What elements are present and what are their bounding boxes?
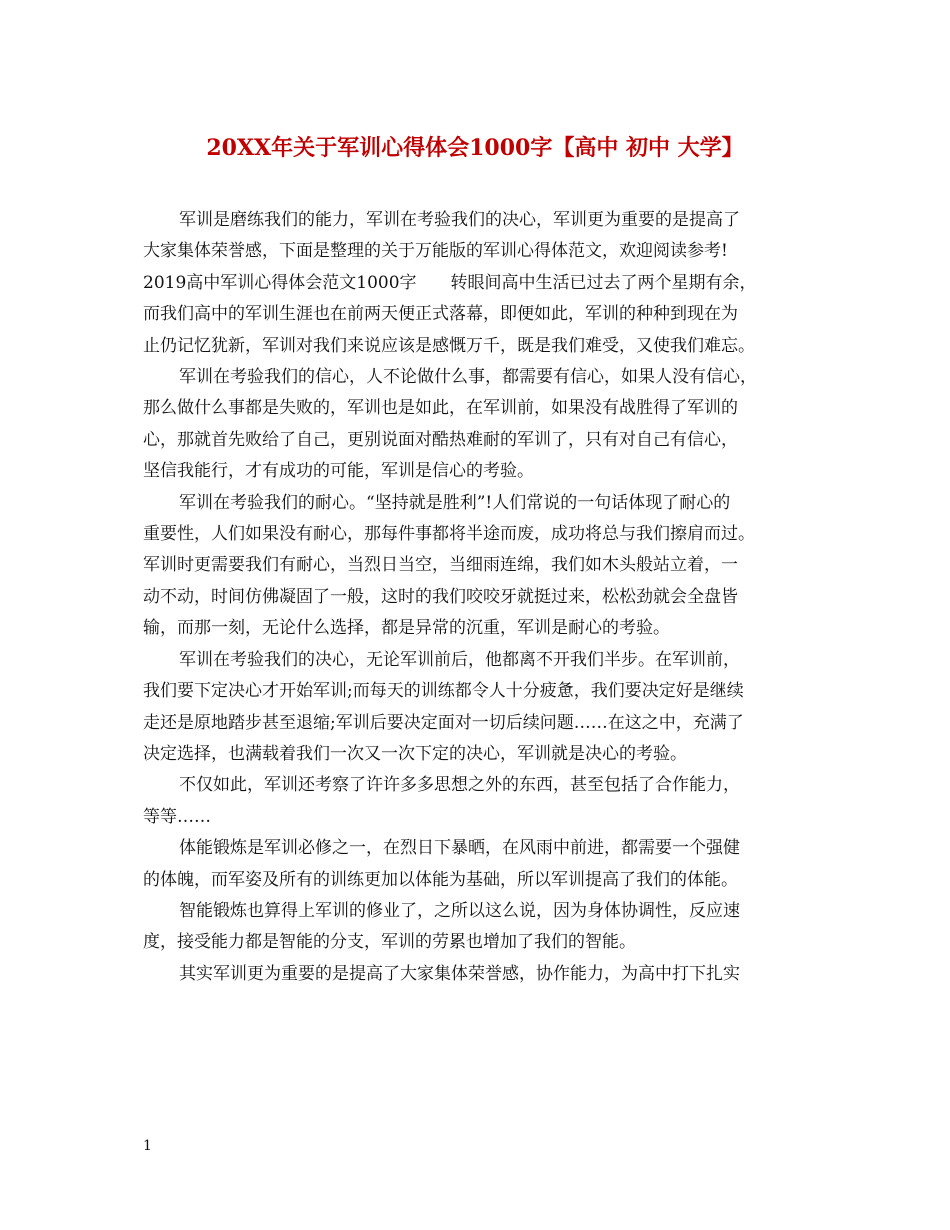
body-line: 的体魄，而军姿及所有的训练更加以体能为基础，所以军训提高了我们的体能。 — [143, 869, 738, 890]
body-line: 那么做什么事都是失败的，军训也是如此，在军训前，如果没有战胜得了军训的 — [143, 398, 738, 419]
body-line: 2019高中军训心得体会范文1000字 转眼间高中生活已过去了两个星期有余， — [143, 272, 757, 293]
body-line: 军训在考验我们的信心，人不论做什么事，都需要有信心，如果人没有信心， — [179, 367, 757, 388]
body-line: 坚信我能行，才有成功的可能，军训是信心的考验。 — [143, 461, 534, 482]
body-line: 动不动，时间仿佛凝固了一般，这时的我们咬咬牙就挺过来，松松劲就会全盘皆 — [143, 586, 738, 607]
body-line: 走还是原地踏步甚至退缩;军训后要决定面对一切后续问题……在这之中，充满了 — [143, 712, 744, 733]
body-line: 度，接受能力都是智能的分支，军训的劳累也增加了我们的智能。 — [143, 932, 636, 953]
body-line: 体能锻炼是军训必修之一，在烈日下暴晒，在风雨中前进，都需要一个强健 — [179, 838, 740, 859]
body-line: 军训在考验我们的决心，无论军训前后，他都离不开我们半步。在军训前， — [179, 649, 740, 670]
body-line: 军训时更需要我们有耐心，当烈日当空，当细雨连绵，我们如木头般站立着，一 — [143, 555, 738, 576]
body-line: 决定选择，也满载着我们一次又一次下定的决心，军训就是决心的考验。 — [143, 743, 687, 764]
body-line: 心，那就首先败给了自己，更别说面对酷热难耐的军训了，只有对自己有信心， — [143, 429, 738, 450]
body-line: 止仍记忆犹新，军训对我们来说应该是感慨万千，既是我们难受，又使我们难忘。 — [143, 335, 755, 356]
body-line: 而我们高中的军训生涯也在前两天便正式落幕，即便如此，军训的种种到现在为 — [143, 304, 738, 325]
body-line: 军训是磨练我们的能力，军训在考验我们的决心，军训更为重要的是提高了 — [179, 210, 740, 230]
document-body — [143, 205, 823, 990]
body-line: 不仅如此，军训还考察了许许多多思想之外的东西，甚至包括了合作能力， — [179, 775, 740, 796]
body-line: 其实军训更为重要的是提高了大家集体荣誉感，协作能力，为高中打下扎实 — [179, 963, 740, 984]
body-line: 等等…… — [143, 806, 211, 827]
page-number: 1 — [143, 1138, 152, 1154]
body-line: 军训在考验我们的耐心。“坚持就是胜利”!人们常说的一句话体现了耐心的 — [179, 492, 731, 513]
body-line: 大家集体荣誉感，下面是整理的关于万能版的军训心得体范文，欢迎阅读参考! — [143, 241, 728, 262]
body-line: 我们要下定决心才开始军训;而每天的训练都令人十分疲惫，我们要决定好是继续 — [143, 681, 744, 702]
body-line: 输，而那一刻，无论什么选择，都是异常的沉重，军训是耐心的考验。 — [143, 618, 670, 639]
body-line: 智能锻炼也算得上军训的修业了，之所以这么说，因为身体协调性，反应速 — [179, 900, 740, 921]
document-title: 20XX年关于军训心得体会1000字【高中 初中 大学】 — [206, 135, 744, 161]
body-line: 重要性，人们如果没有耐心，那每件事都将半途而废，成功将总与我们擦肩而过。 — [143, 524, 755, 545]
